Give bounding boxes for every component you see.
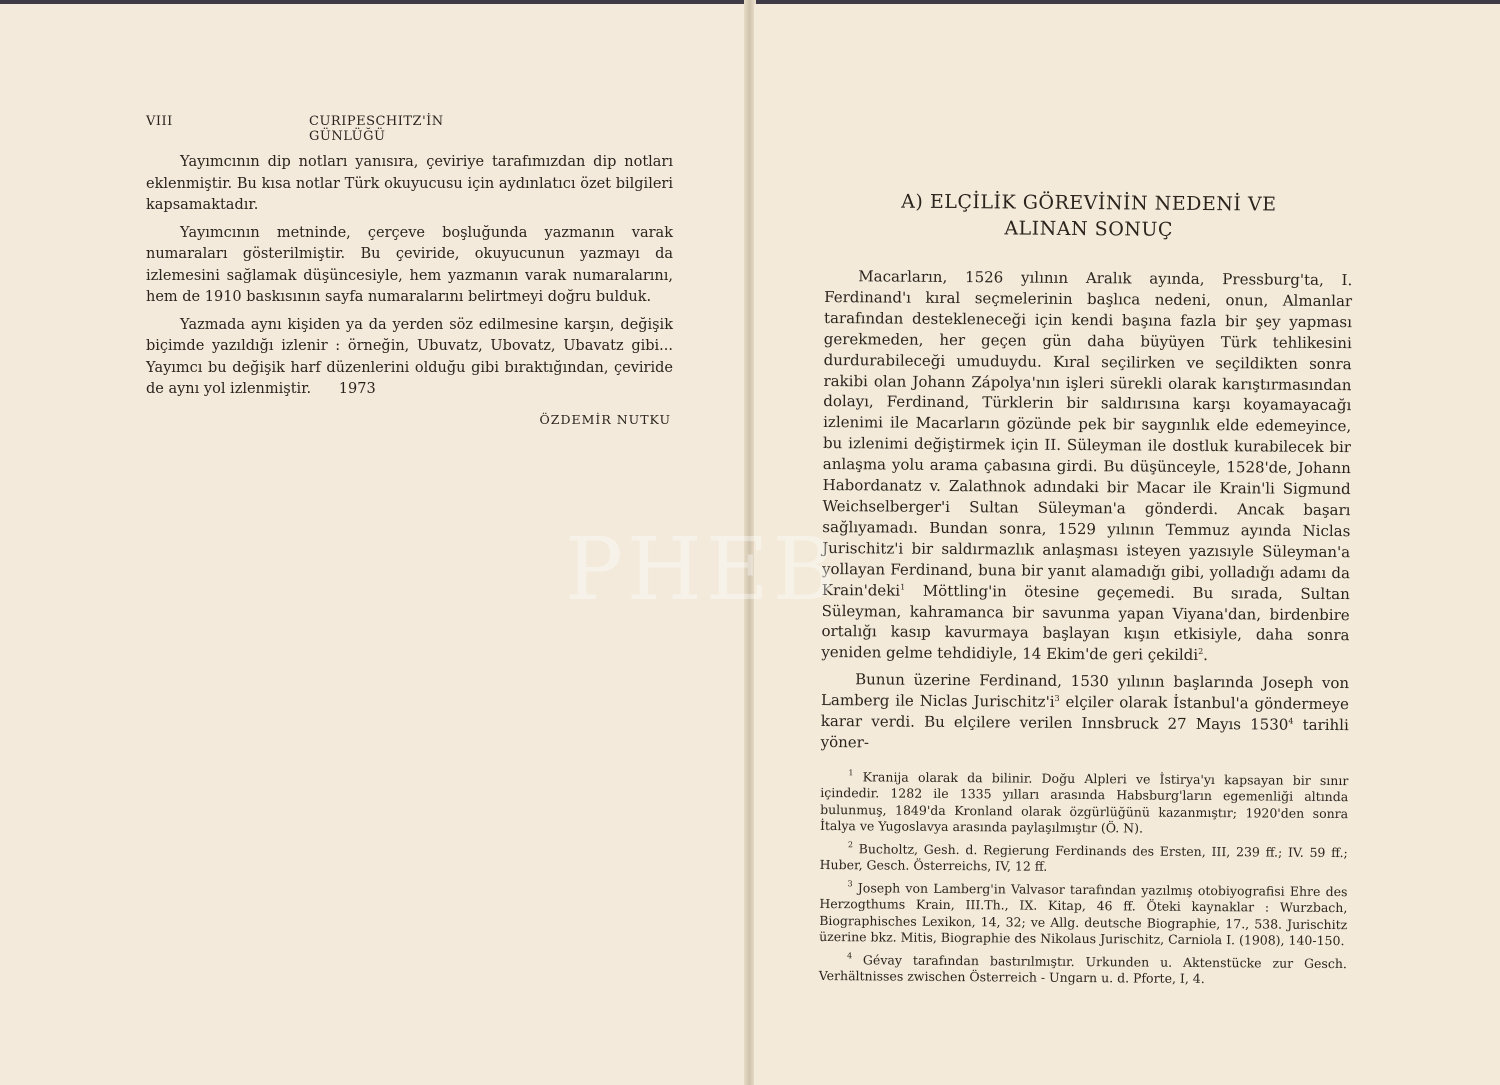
footnote-ref-2: 2 [1198, 647, 1204, 657]
footnote-ref-3: 3 [1054, 693, 1060, 703]
body-paragraph-1-part-2: Möttling'in ötesine geçemedi. Bu sırada, Sultan Süleyman, kahramanca bir savunma yapan Viyana'dan, birdenbire ortalığı kasıp kavurmaya başlayan kışın etkisiyle, daha sonra yeniden gelme tehdidiyle, 14 Ekim'de geri çekildi [821, 581, 1350, 665]
watermark: PHEB [565, 520, 840, 620]
chapter-title [825, 188, 1353, 244]
preface-paragraph-1: Yayımcının dip notları yanısıra, çeviriye tarafımızdan dip notları eklenmiştir. Bu kısa notlar Türk okuyucusu için aydınlatıcı özet bilgileri kapsamaktadır. [146, 154, 673, 213]
running-title: CURIPESCHITZ'İN GÜNLÜĞÜ [309, 114, 444, 144]
footnote-mark-2: 2 [847, 840, 853, 850]
body-paragraph-2-part-3: tarihli yöner- [820, 715, 1349, 752]
chapter-section [819, 188, 1353, 995]
footnote-mark-3: 3 [847, 879, 853, 889]
footnote-ref-4: 4 [1288, 716, 1294, 726]
page-number: VIII [146, 114, 173, 129]
footnote-text-1: Kranija olarak da bilinir. Doğu Alpleri ve İstirya'yı kapsayan bir sınır içindedir. 1282 ile 1335 yılları arasında Habsburg'ların egemenliği altında bulunmuş, 1849'da Kronland olarak özgürlüğünü kazanmıştır; 1920'den sonra İtalya ve Yugoslavya arasında paylaşılmıştır (Ö. N). [819, 769, 1349, 836]
body-paragraph-2-part-1: Bunun üzerine Ferdinand, 1530 yılının başlarında Joseph von Lamberg ile Niclas Jurischitz'i [820, 670, 1350, 711]
footnote-mark-4: 4 [846, 951, 853, 961]
footnotes [819, 769, 1349, 989]
preface-text [146, 152, 678, 430]
footnote-3 [819, 880, 1348, 950]
body-paragraph-1-part-1: Macarların, 1526 yılının Aralık ayında, Pressburg'ta, I. Ferdinand'ı kıral seçmelerinin başlıca nedeni, onun, Almanlar tarafından destekleneceği için kendi başına fazla bir şey yapması gerekmeden, her geçen gün daha büyüyen Türk tehlikesini durdurabileceği umuduydu. Kıral seçilirken ve seçildikten sonra rakibi olan Johann Zápolya'nın işleri sürekli olarak karıştırmasından dolayı, Ferdinand, Türklerin bir saldırısına karşı koyamayacağı izlenimi ile Macarların gözünde pek bir saygınlık elde edemeyince, bu izlenimi değiştirmek için II. Süleyman ile dostluk kurabilecek bir anlaşma yolu arama çabasına girdi. Bu düşünceyle, 1528'de, Johann Habordanatz v. Zalathnok adındaki bir Macar ile Krain'li Sigmund Weichselberger'i Sultan Süleyman'a gönderdi. Ancak başarı sağlıyamadı. Bundan sonra, 1529 yılının Temmuz ayında Niclas Jurischitz'i bir saldırmazlık anlaşması isteyen yazısıyle Süleyman'a yollayan Ferdinand, buna bir yanıt alamadığı gibi, yolladığı adamı da Krain'deki [821, 267, 1353, 600]
signature: ÖZDEMİR NUTKU [539, 411, 671, 427]
preface-paragraph-2: Yayımcının metninde, çerçeve boşluğunda yazmanın varak numaraları gösterilmiştir. Bu çeviride, okuyucunun yazmayı da izlemesini sağlamak düşüncesiyle, hem yazmanın varak numaralarını, hem de 1910 baskısının sayfa numaralarını belirtmeyi doğru bulduk. [146, 224, 673, 305]
body-paragraph-1-part-3: . [1203, 646, 1209, 665]
footnote-2 [820, 841, 1348, 878]
preface-paragraph-3: Yazmada aynı kişiden ya da yerden söz edilmesine karşın, değişik biçimde yazıldığı izlenir : örneğin, Ubuvatz, Ubovatz, Ubavatz gibi... Yayımcı bu değişik harf düzenlerini olduğu gibi bıraktığından, çeviride de aynı yol izlenmiştir. 1973 [146, 316, 678, 397]
footnote-ref-1: 1 [900, 582, 906, 592]
chapter-body [821, 266, 1353, 757]
footnote-text-2: Bucholtz, Gesh. d. Regierung Ferdinands des Ersten, III, 239 ff.; IV. 59 ff.; Huber, Gesch. Österreichs, IV, 12 ff. [819, 841, 1348, 875]
body-paragraph-1 [821, 266, 1352, 667]
chapter-title-line-2: ALINAN SONUÇ [1004, 217, 1174, 241]
running-header [146, 114, 518, 144]
chapter-title-line-1: A) ELÇİLİK GÖREVİNİN NEDENİ VE [901, 190, 1277, 216]
footnote-text-3: Joseph von Lamberg'in Valvasor tarafından yazılmış otobiyografisi Ehre des Herzogthums Krain, III.Th., IX. Kitap, 46 ff. Öteki kaynaklar : Wurzbach, Biographisches Lexikon, 14, 32; ve Allg. deutsche Biographie, 17., 538. Jurischitz üzerine bkz. Mitis, Biographie des Nikolaus Jurischitz, Carniola I. (1908), 140-150. [819, 880, 1348, 949]
footnote-text-4: Gévay tarafından bastırılmıştır. Urkunden u. Aktenstücke zur Gesch. Verhältnisses zwischen Österreich - Ungarn u. d. Pforte, I, 4. [818, 952, 1347, 987]
footnote-mark-1: 1 [848, 768, 854, 778]
footnote-4 [819, 952, 1347, 989]
body-paragraph-2 [821, 669, 1350, 757]
footnote-1 [820, 769, 1349, 839]
body-paragraph-2-part-2: elçiler olarak İstanbul'a göndermeye karar verdi. Bu elçilere verilen Innsbruck 27 Mayıs 1530 [820, 692, 1350, 734]
